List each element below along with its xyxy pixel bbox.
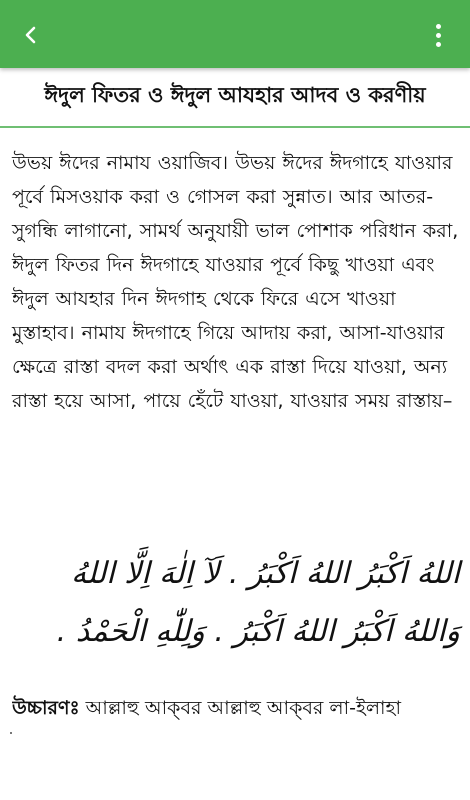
more-vertical-icon-dot <box>436 24 441 29</box>
title-divider <box>0 126 470 128</box>
arabic-takbir: اللهُ اَكْبَرُ اللهُ اَكْبَرُ . لَآ اِلٰهَ اِلَّا اللهُ وَاللهُ اَكْبَرُ اللهُ اَكْبَرُ . وَلِلّٰهِ الْحَمْدُ . <box>56 556 460 649</box>
more-vertical-icon-dot <box>436 42 441 47</box>
article-title: ঈদুল ফিতর ও ঈদুল আযহার আদব ও করণীয় <box>44 83 426 107</box>
pronunciation-text: আল্লাহু আক্‌বর আল্লাহু আক্‌বর লা-ইলাহা <box>79 697 401 719</box>
chevron-left-icon <box>21 25 41 45</box>
back-button[interactable] <box>16 20 46 50</box>
article-body: উভয় ঈদের নামায ওয়াজিব। উভয় ঈদের ঈদগাহে যাওয়ার পূর্বে মিসওয়াক করা ও গোসল করা সুন্নাত। আর আতর-সুগন্ধি লাগানো, সামর্থ অনুযায়ী ভাল পোশাক পরিধান করা, ঈদুল ফিতর দিন ঈদগাহে যাওয়ার পূর্বে কিছু খাওয়া এবং ঈদুল আযহার দিন ঈদগাহ থেকে ফিরে এসে খাওয়া মুস্তাহাব। নামায ঈদগাহে গিয়ে আদায় করা, আসা-যাওয়ার ক্ষেত্রে রাস্তা বদল করা অর্থাৎ এক রাস্তা দিয়ে যাওয়া, অন্য রাস্তা হয়ে আসা, পায়ে হেঁটে যাওয়া, যাওয়ার সময় রাস্তায়– <box>12 152 459 412</box>
pronunciation-label: উচ্চারণঃ <box>12 697 80 719</box>
scroll-indicator <box>10 732 12 734</box>
more-vertical-icon-dot <box>436 33 441 38</box>
overflow-menu-button[interactable] <box>426 20 450 50</box>
pronunciation-line <box>12 693 462 723</box>
app-bar <box>0 0 470 68</box>
